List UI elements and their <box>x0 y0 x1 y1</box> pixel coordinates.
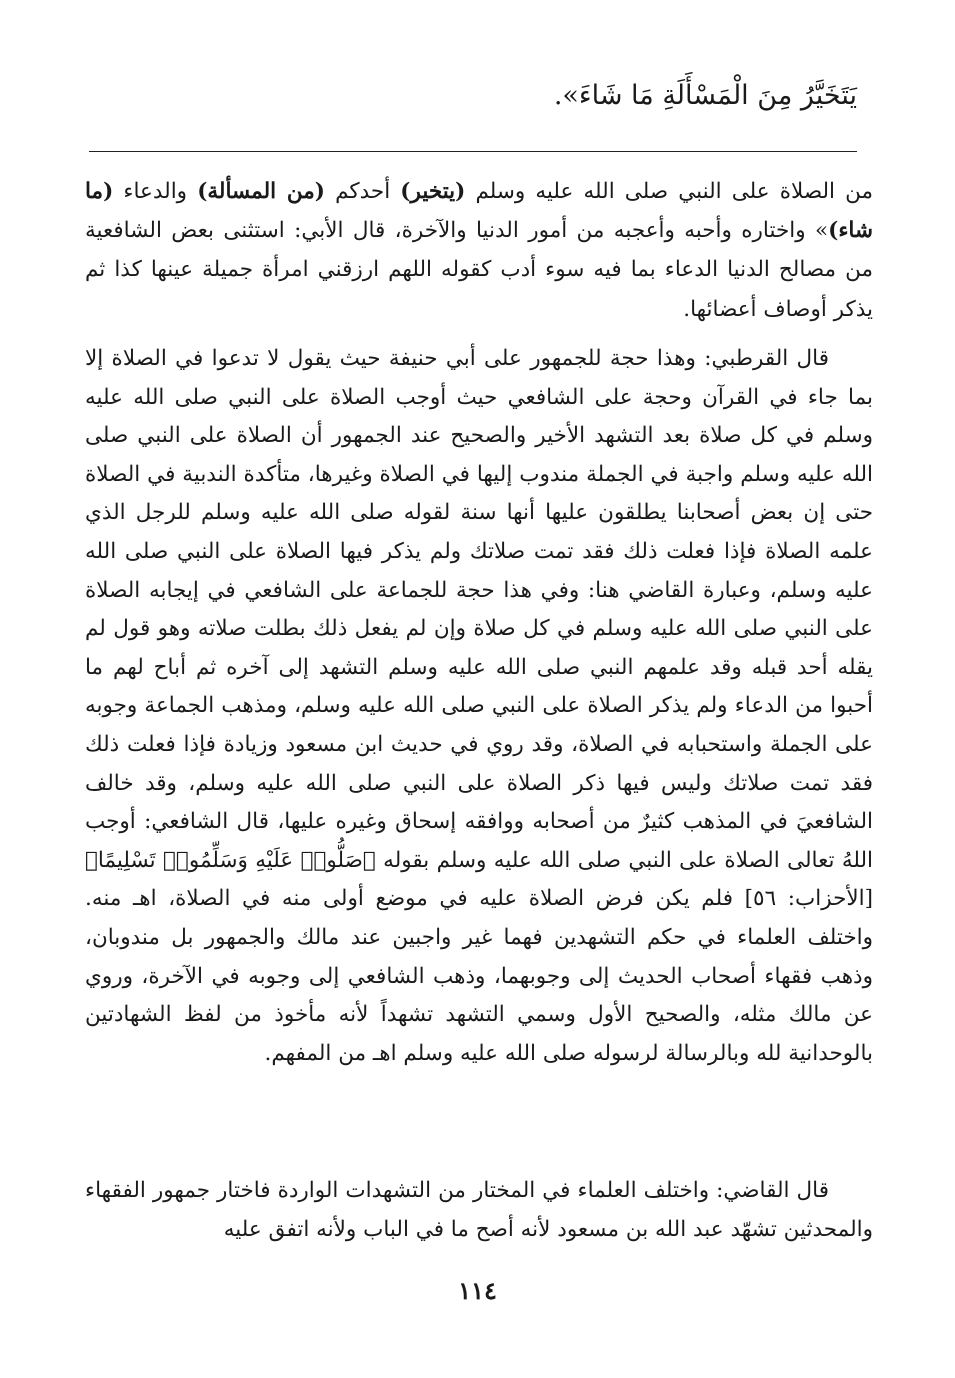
commentary-paragraph-1 <box>85 172 873 329</box>
commentary-text: والدعاء <box>113 179 198 204</box>
commentary-paragraph-3: قال القاضي: واختلف العلماء في المختار من التشهدات الواردة فاختار جمهور الفقهاء والمحدثين تشهّد عبد الله بن مسعود لأنه أصح ما في الباب ولأنه اتفق عليه <box>85 1178 873 1242</box>
page-number: ١١٤ <box>458 1276 497 1305</box>
hadith-text-end: يَتَخَيَّرُ مِنَ الْمَسْأَلَةِ مَا شَاءَ». <box>553 80 857 111</box>
bold-term: (من المسألة) <box>197 179 325 204</box>
commentary-text: أحدكم <box>324 179 401 204</box>
commentary-text: من الصلاة على النبي صلى الله عليه وسلم <box>465 179 873 204</box>
bold-term: (ما شاء) <box>85 179 873 244</box>
commentary-text: » واختاره وأحبه وأعجبه من أمور الدنيا والآخرة، قال الأبي: استثنى بعض الشافعية من مصالح الدنيا الدعاء بما فيه سوء أدب كقوله اللهم ارزقني امرأة جميلة عينها كذا ثم يذكر أوصاف أعضائها. <box>85 218 873 322</box>
bold-term: (يتخير) <box>400 179 466 204</box>
commentary-paragraph-2: قال القرطبي: وهذا حجة للجمهور على أبي حنيفة حيث يقول لا تدعوا في الصلاة إلا بما جاء في القرآن وحجة على الشافعي حيث أوجب الصلاة على النبي صلى الله عليه وسلم في كل صلاة بعد التشهد الأخير والصحيح عند الجمهور أن الصلاة على النبي صلى الله عليه وسلم واجبة في الجملة مندوب إليها في الصلاة وغيرها، متأكدة الندبية في الصلاة حتى إن بعض أصحابنا يطلقون عليها أنها سنة لقوله صلى الله عليه وسلم للرجل الذي علمه الصلاة فإذا فعلت ذلك فقد تمت صلاتك ولم يذكر فيها الصلاة على النبي صلى الله عليه وسلم، وعبارة القاضي هنا: وفي هذا حجة للجماعة على الشافعي في إيجابه الصلاة على النبي صلى الله عليه وسلم في كل صلاة وإن لم يفعل ذلك بطلت صلاته وهو قول لم يقله أحد قبله وقد علمهم النبي صلى الله عليه وسلم التشهد إلى آخره ثم أباح لهم ما أحبوا من الدعاء ولم يذكر الصلاة على النبي صلى الله عليه وسلم، ومذهب الجماعة وجوبه على الجملة واستحبابه في الصلاة، وقد روي في حديث ابن مسعود وزيادة فإذا فعلت ذلك فقد تمت صلاتك وليس فيها ذكر الصلاة على النبي صلى الله عليه وسلم، وقد خالف الشافعيَ في المذهب كثيرٌ من أصحابه ووافقه إسحاق وغيره عليها، قال الشافعي: أوجب اللهُ تعالى الصلاة على النبي صلى الله عليه وسلم بقوله ﴿صَلُّوا۟ عَلَيْهِ وَسَلِّمُوا۟ تَسْلِيمًا﴾ [الأحزاب: ٥٦] فلم يكن فرض الصلاة عليه في موضع أولى منه في الصلاة، اهـ منه. واختلف العلماء في حكم التشهدين فهما غير واجبين عند مالك والجمهور بل مندوبان، وذهب فقهاء أصحاب الحديث إلى وجوبهما، وذهب الشافعي إلى وجوبه في الآخرة، وروي عن مالك مثله، والصحيح الأول وسمي التشهد تشهداً لأنه مأخوذ من لفظ الشهادتين بالوحدانية لله وبالرسالة لرسوله صلى الله عليه وسلم اهـ من المفهم. <box>85 346 873 1066</box>
footnote-separator-rule <box>89 151 857 152</box>
